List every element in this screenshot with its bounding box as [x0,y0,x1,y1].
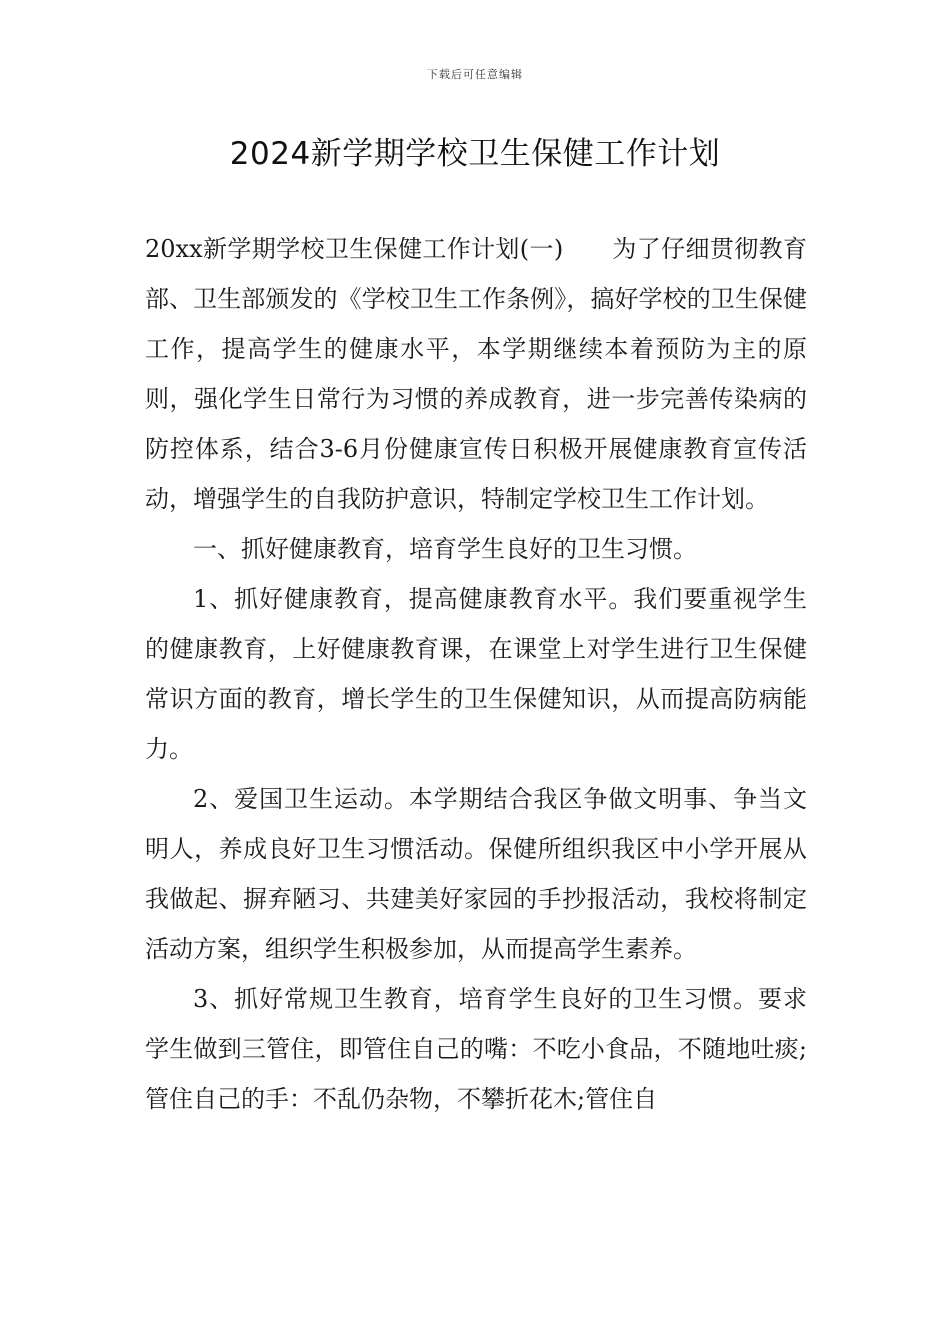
paragraph-item-1: 1、抓好健康教育，提高健康教育水平。我们要重视学生的健康教育，上好健康教育课，在课堂上对学生进行卫生保健常识方面的教育，增长学生的卫生保健知识，从而提高防病能力。 [145,585,807,763]
paragraph-section-1-heading: 一、抓好健康教育，培育学生良好的卫生习惯。 [193,535,697,563]
header-note: 下载后可任意编辑 [427,68,523,81]
paragraph-item-3: 3、抓好常规卫生教育，培育学生良好的卫生习惯。要求学生做到三管住，即管住自己的嘴：不吃小食品，不随地吐痰;管住自己的手：不乱仍杂物，不攀折花木;管住自 [145,985,807,1113]
paragraph-item-2: 2、爱国卫生运动。本学期结合我区争做文明事、争当文明人，养成良好卫生习惯活动。保健所组织我区中小学开展从我做起、摒弃陋习、共建美好家园的手抄报活动，我校将制定活动方案，组织学生积极参加，从而提高学生素养。 [145,785,807,963]
document-title: 2024新学期学校卫生保健工作计划 [229,136,721,172]
paragraph-intro: 20xx新学期学校卫生保健工作计划(一) 为了仔细贯彻教育部、卫生部颁发的《学校卫生工作条例》，搞好学校的卫生保健工作，提高学生的健康水平，本学期继续本着预防为主的原则，强化学生日常行为习惯的养成教育，进一步完善传染病的防控体系，结合3-6月份健康宣传日积极开展健康教育宣传活动，增强学生的自我防护意识，特制定学校卫生工作计划。 [145,235,807,513]
document-body [145,224,807,1124]
